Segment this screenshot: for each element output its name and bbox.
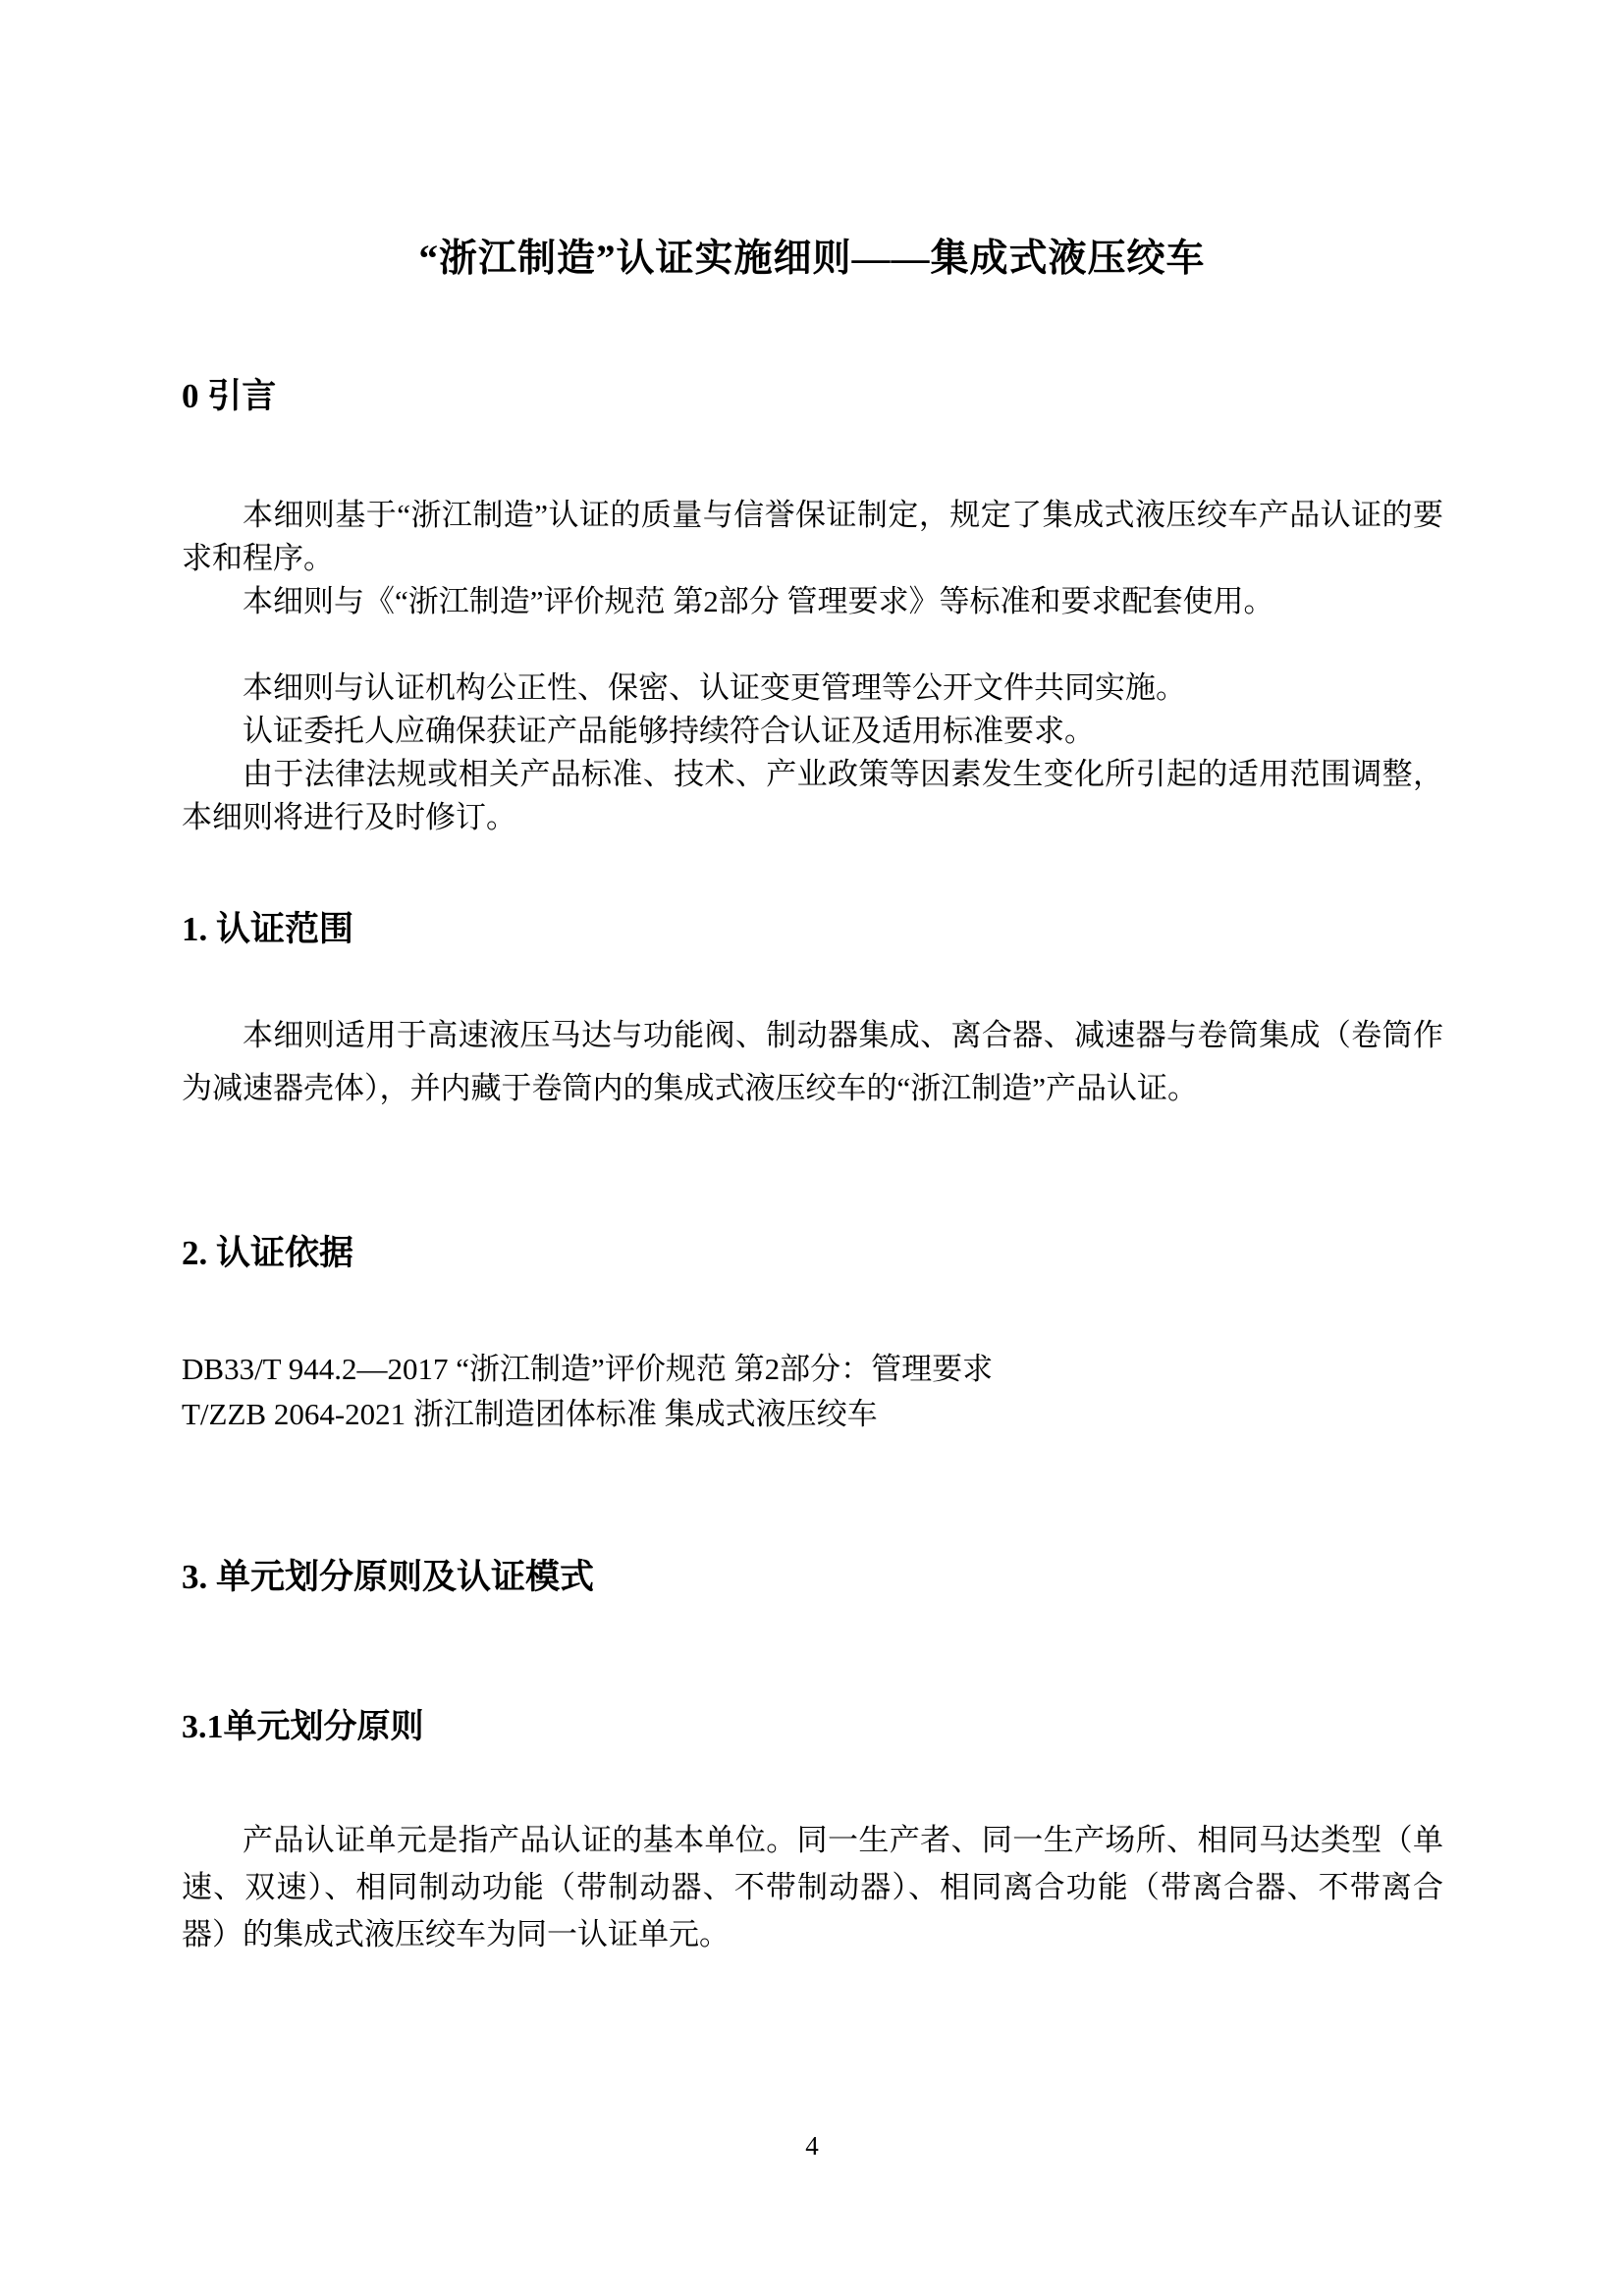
page-number: 4	[805, 2131, 819, 2161]
section-heading-certification-basis: 2. 认证依据	[182, 1234, 354, 1272]
paragraph: 本细则基于“浙江制造”认证的质量与信誉保证制定，规定了集成式液压绞车产品认证的要求和程序。	[182, 498, 1443, 575]
intro-paragraph-group-1	[182, 494, 1443, 623]
unit-division-paragraph-group	[182, 1817, 1443, 1958]
document-title: “浙江制造”认证实施细则——集成式液压绞车	[418, 238, 1206, 280]
paragraph: 由于法律法规或相关产品标准、技术、产业政策等因素发生变化所引起的适用范围调整，本细则将进行及时修订。	[182, 757, 1443, 834]
section-heading-introduction: 0 引言	[182, 377, 277, 415]
intro-paragraph-group-2	[182, 667, 1443, 839]
paragraph: 本细则适用于高速液压马达与功能阀、制动器集成、离合器、减速器与卷筒集成（卷筒作为减速器壳体），并内藏于卷筒内的集成式液压绞车的“浙江制造”产品认证。	[182, 1018, 1443, 1105]
paragraph: 本细则与《“浙江制造”评价规范 第2部分 管理要求》等标准和要求配套使用。	[243, 584, 1274, 618]
reference-line: T/ZZB 2064-2021 浙江制造团体标准 集成式液压绞车	[182, 1397, 878, 1431]
paragraph: 认证委托人应确保获证产品能够持续符合认证及适用标准要求。	[243, 714, 1095, 748]
paragraph: 本细则与认证机构公正性、保密、认证变更管理等公开文件共同实施。	[243, 670, 1186, 705]
section-heading-unit-division-principle: 3.1单元划分原则	[182, 1709, 424, 1745]
scope-paragraph-group	[182, 1009, 1443, 1115]
paragraph: 产品认证单元是指产品认证的基本单位。同一生产者、同一生产场所、相同马达类型（单速、双速）、相同制动功能（带制动器、不带制动器）、相同离合功能（带离合器、不带离合器）的集成式液压绞车为同一认证单元。	[182, 1823, 1443, 1951]
section-heading-certification-scope: 1. 认证范围	[182, 910, 354, 948]
reference-line: DB33/T 944.2—2017 “浙江制造”评价规范 第2部分：管理要求	[182, 1352, 994, 1386]
basis-reference-list	[182, 1347, 1443, 1437]
section-heading-unit-division-and-mode: 3. 单元划分原则及认证模式	[182, 1558, 595, 1596]
